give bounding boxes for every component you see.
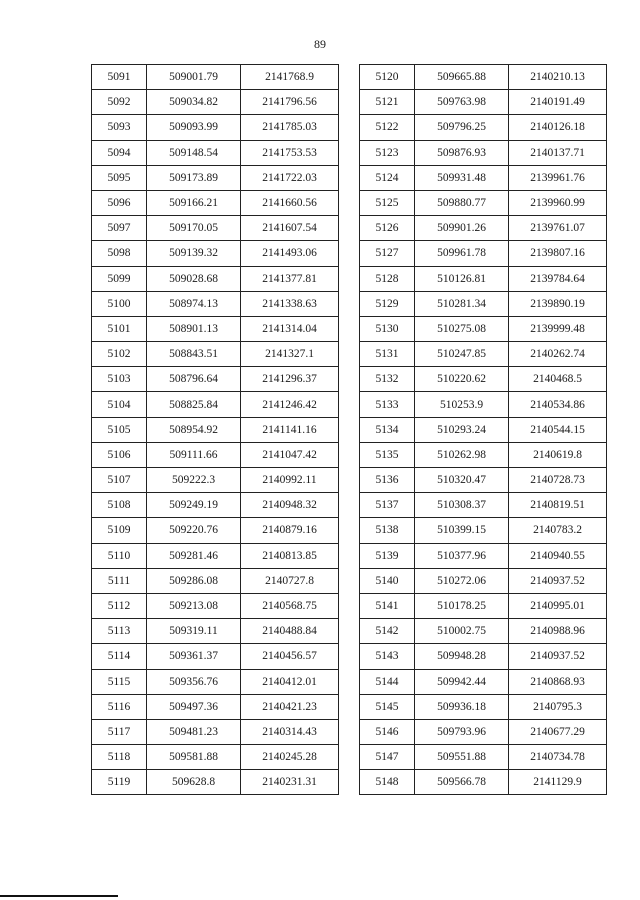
y-coordinate-cell: 2140231.31 [241, 770, 339, 795]
table-row [92, 140, 339, 165]
point-id-cell: 5141 [360, 593, 415, 618]
table-row [360, 694, 607, 719]
y-coordinate-cell: 2140126.18 [509, 115, 607, 140]
x-coordinate-cell: 509961.78 [415, 241, 509, 266]
table-row [360, 90, 607, 115]
x-coordinate-cell: 509796.25 [415, 115, 509, 140]
point-id-cell: 5125 [360, 190, 415, 215]
y-coordinate-cell: 2140940.55 [509, 543, 607, 568]
point-id-cell: 5106 [92, 442, 147, 467]
table-row [360, 241, 607, 266]
table-row [92, 165, 339, 190]
point-id-cell: 5092 [92, 90, 147, 115]
y-coordinate-cell: 2140619.8 [509, 442, 607, 467]
y-coordinate-cell: 2141753.53 [241, 140, 339, 165]
y-coordinate-cell: 2139784.64 [509, 266, 607, 291]
table-row [92, 216, 339, 241]
table-row [360, 190, 607, 215]
point-id-cell: 5124 [360, 165, 415, 190]
y-coordinate-cell: 2141796.56 [241, 90, 339, 115]
y-coordinate-cell: 2140210.13 [509, 65, 607, 90]
y-coordinate-cell: 2140456.57 [241, 644, 339, 669]
table-row [360, 719, 607, 744]
x-coordinate-cell: 509034.82 [147, 90, 241, 115]
x-coordinate-cell: 510293.24 [415, 417, 509, 442]
x-coordinate-cell: 508954.92 [147, 417, 241, 442]
x-coordinate-cell: 509936.18 [415, 694, 509, 719]
point-id-cell: 5099 [92, 266, 147, 291]
point-id-cell: 5098 [92, 241, 147, 266]
y-coordinate-cell: 2139999.48 [509, 316, 607, 341]
point-id-cell: 5119 [92, 770, 147, 795]
table-row [92, 719, 339, 744]
y-coordinate-cell: 2141660.56 [241, 190, 339, 215]
table-row [360, 342, 607, 367]
y-coordinate-cell: 2141768.9 [241, 65, 339, 90]
y-coordinate-cell: 2139890.19 [509, 291, 607, 316]
point-id-cell: 5135 [360, 442, 415, 467]
table-row [360, 140, 607, 165]
table-row [360, 468, 607, 493]
x-coordinate-cell: 509551.88 [415, 745, 509, 770]
x-coordinate-cell: 509880.77 [415, 190, 509, 215]
table-row [360, 518, 607, 543]
x-coordinate-cell: 510320.47 [415, 468, 509, 493]
y-coordinate-cell: 2140488.84 [241, 619, 339, 644]
table-row [92, 316, 339, 341]
table-row [360, 442, 607, 467]
point-id-cell: 5105 [92, 417, 147, 442]
point-id-cell: 5146 [360, 719, 415, 744]
y-coordinate-cell: 2140314.43 [241, 719, 339, 744]
table-row [92, 266, 339, 291]
table-row [92, 543, 339, 568]
x-coordinate-cell: 510002.75 [415, 619, 509, 644]
point-id-cell: 5095 [92, 165, 147, 190]
point-id-cell: 5133 [360, 392, 415, 417]
y-coordinate-cell: 2140879.16 [241, 518, 339, 543]
point-id-cell: 5147 [360, 745, 415, 770]
x-coordinate-cell: 509001.79 [147, 65, 241, 90]
point-id-cell: 5126 [360, 216, 415, 241]
table-row [92, 518, 339, 543]
table-row [92, 568, 339, 593]
point-id-cell: 5138 [360, 518, 415, 543]
point-id-cell: 5123 [360, 140, 415, 165]
y-coordinate-cell: 2141327.1 [241, 342, 339, 367]
point-id-cell: 5114 [92, 644, 147, 669]
table-row [360, 115, 607, 140]
y-coordinate-cell: 2140534.86 [509, 392, 607, 417]
x-coordinate-cell: 509361.37 [147, 644, 241, 669]
point-id-cell: 5130 [360, 316, 415, 341]
y-coordinate-cell: 2141493.06 [241, 241, 339, 266]
x-coordinate-cell: 509028.68 [147, 266, 241, 291]
point-id-cell: 5112 [92, 593, 147, 618]
y-coordinate-cell: 2141314.04 [241, 316, 339, 341]
x-coordinate-cell: 510377.96 [415, 543, 509, 568]
table-row [92, 593, 339, 618]
x-coordinate-cell: 509665.88 [415, 65, 509, 90]
point-id-cell: 5109 [92, 518, 147, 543]
y-coordinate-cell: 2139960.99 [509, 190, 607, 215]
x-coordinate-cell: 509222.3 [147, 468, 241, 493]
x-coordinate-cell: 509497.36 [147, 694, 241, 719]
x-coordinate-cell: 509793.96 [415, 719, 509, 744]
y-coordinate-cell: 2140988.96 [509, 619, 607, 644]
x-coordinate-cell: 510253.9 [415, 392, 509, 417]
table-row [92, 392, 339, 417]
y-coordinate-cell: 2140412.01 [241, 669, 339, 694]
x-coordinate-cell: 509148.54 [147, 140, 241, 165]
table-row [92, 770, 339, 795]
point-id-cell: 5111 [92, 568, 147, 593]
point-id-cell: 5120 [360, 65, 415, 90]
point-id-cell: 5101 [92, 316, 147, 341]
point-id-cell: 5139 [360, 543, 415, 568]
point-id-cell: 5091 [92, 65, 147, 90]
point-id-cell: 5132 [360, 367, 415, 392]
x-coordinate-cell: 510308.37 [415, 493, 509, 518]
x-coordinate-cell: 510247.85 [415, 342, 509, 367]
point-id-cell: 5102 [92, 342, 147, 367]
table-row [92, 745, 339, 770]
y-coordinate-cell: 2140568.75 [241, 593, 339, 618]
table-row [92, 190, 339, 215]
y-coordinate-cell: 2140995.01 [509, 593, 607, 618]
table-row [92, 115, 339, 140]
y-coordinate-cell: 2141047.42 [241, 442, 339, 467]
y-coordinate-cell: 2141338.63 [241, 291, 339, 316]
y-coordinate-cell: 2140421.23 [241, 694, 339, 719]
x-coordinate-cell: 509281.46 [147, 543, 241, 568]
y-coordinate-cell: 2140734.78 [509, 745, 607, 770]
point-id-cell: 5108 [92, 493, 147, 518]
y-coordinate-cell: 2140544.15 [509, 417, 607, 442]
x-coordinate-cell: 509481.23 [147, 719, 241, 744]
point-id-cell: 5117 [92, 719, 147, 744]
x-coordinate-cell: 509901.26 [415, 216, 509, 241]
x-coordinate-cell: 509931.48 [415, 165, 509, 190]
y-coordinate-cell: 2140245.28 [241, 745, 339, 770]
point-id-cell: 5110 [92, 543, 147, 568]
y-coordinate-cell: 2140468.5 [509, 367, 607, 392]
point-id-cell: 5148 [360, 770, 415, 795]
table-row [360, 568, 607, 593]
x-coordinate-cell: 508825.84 [147, 392, 241, 417]
point-id-cell: 5096 [92, 190, 147, 215]
table-row [360, 493, 607, 518]
x-coordinate-cell: 509628.8 [147, 770, 241, 795]
footnote-divider [0, 895, 118, 897]
x-coordinate-cell: 509319.11 [147, 619, 241, 644]
y-coordinate-cell: 2141722.03 [241, 165, 339, 190]
point-id-cell: 5093 [92, 115, 147, 140]
x-coordinate-cell: 510178.25 [415, 593, 509, 618]
x-coordinate-cell: 509249.19 [147, 493, 241, 518]
table-row [92, 342, 339, 367]
table-row [360, 165, 607, 190]
point-id-cell: 5115 [92, 669, 147, 694]
x-coordinate-cell: 510262.98 [415, 442, 509, 467]
y-coordinate-cell: 2141377.81 [241, 266, 339, 291]
table-row [360, 216, 607, 241]
point-id-cell: 5131 [360, 342, 415, 367]
x-coordinate-cell: 509942.44 [415, 669, 509, 694]
x-coordinate-cell: 510281.34 [415, 291, 509, 316]
x-coordinate-cell: 509948.28 [415, 644, 509, 669]
y-coordinate-cell: 2141607.54 [241, 216, 339, 241]
table-row [360, 392, 607, 417]
x-coordinate-cell: 509566.78 [415, 770, 509, 795]
y-coordinate-cell: 2140948.32 [241, 493, 339, 518]
table-row [92, 291, 339, 316]
x-coordinate-cell: 509173.89 [147, 165, 241, 190]
point-id-cell: 5142 [360, 619, 415, 644]
y-coordinate-cell: 2139961.76 [509, 165, 607, 190]
point-id-cell: 5116 [92, 694, 147, 719]
y-coordinate-cell: 2140191.49 [509, 90, 607, 115]
y-coordinate-cell: 2139807.16 [509, 241, 607, 266]
x-coordinate-cell: 509220.76 [147, 518, 241, 543]
y-coordinate-cell: 2140937.52 [509, 644, 607, 669]
point-id-cell: 5143 [360, 644, 415, 669]
table-row [92, 241, 339, 266]
point-id-cell: 5145 [360, 694, 415, 719]
x-coordinate-cell: 510275.08 [415, 316, 509, 341]
table-row [92, 669, 339, 694]
table-row [92, 417, 339, 442]
point-id-cell: 5100 [92, 291, 147, 316]
table-row [360, 745, 607, 770]
table-row [360, 417, 607, 442]
x-coordinate-cell: 510399.15 [415, 518, 509, 543]
x-coordinate-cell: 509139.32 [147, 241, 241, 266]
point-id-cell: 5134 [360, 417, 415, 442]
y-coordinate-cell: 2140137.71 [509, 140, 607, 165]
y-coordinate-cell: 2141141.16 [241, 417, 339, 442]
point-id-cell: 5144 [360, 669, 415, 694]
x-coordinate-cell: 508843.51 [147, 342, 241, 367]
x-coordinate-cell: 509170.05 [147, 216, 241, 241]
table-row [92, 694, 339, 719]
point-id-cell: 5127 [360, 241, 415, 266]
table-row [92, 65, 339, 90]
x-coordinate-cell: 509356.76 [147, 669, 241, 694]
coordinate-table-left [91, 64, 339, 795]
point-id-cell: 5118 [92, 745, 147, 770]
table-row [92, 644, 339, 669]
table-row [360, 266, 607, 291]
y-coordinate-cell: 2139761.07 [509, 216, 607, 241]
table-row [360, 367, 607, 392]
y-coordinate-cell: 2140783.2 [509, 518, 607, 543]
y-coordinate-cell: 2140813.85 [241, 543, 339, 568]
table-row [360, 669, 607, 694]
y-coordinate-cell: 2141129.9 [509, 770, 607, 795]
y-coordinate-cell: 2140992.11 [241, 468, 339, 493]
x-coordinate-cell: 509876.93 [415, 140, 509, 165]
x-coordinate-cell: 508901.13 [147, 316, 241, 341]
table-row [92, 493, 339, 518]
y-coordinate-cell: 2140819.51 [509, 493, 607, 518]
y-coordinate-cell: 2140937.52 [509, 568, 607, 593]
table-row [360, 644, 607, 669]
table-row [360, 291, 607, 316]
x-coordinate-cell: 509286.08 [147, 568, 241, 593]
y-coordinate-cell: 2140727.8 [241, 568, 339, 593]
x-coordinate-cell: 510220.62 [415, 367, 509, 392]
table-row [360, 619, 607, 644]
y-coordinate-cell: 2140677.29 [509, 719, 607, 744]
y-coordinate-cell: 2141785.03 [241, 115, 339, 140]
table-row [92, 367, 339, 392]
point-id-cell: 5140 [360, 568, 415, 593]
table-row [360, 65, 607, 90]
point-id-cell: 5137 [360, 493, 415, 518]
page-number: 89 [314, 37, 326, 51]
point-id-cell: 5103 [92, 367, 147, 392]
table-row [92, 90, 339, 115]
coordinate-table-right [359, 64, 607, 795]
point-id-cell: 5113 [92, 619, 147, 644]
point-id-cell: 5128 [360, 266, 415, 291]
y-coordinate-cell: 2140795.3 [509, 694, 607, 719]
table-row [360, 770, 607, 795]
table-row [92, 442, 339, 467]
point-id-cell: 5129 [360, 291, 415, 316]
x-coordinate-cell: 509093.99 [147, 115, 241, 140]
point-id-cell: 5097 [92, 216, 147, 241]
table-row [360, 593, 607, 618]
x-coordinate-cell: 508796.64 [147, 367, 241, 392]
table-row [92, 468, 339, 493]
point-id-cell: 5122 [360, 115, 415, 140]
x-coordinate-cell: 510272.06 [415, 568, 509, 593]
y-coordinate-cell: 2140868.93 [509, 669, 607, 694]
x-coordinate-cell: 510126.81 [415, 266, 509, 291]
point-id-cell: 5104 [92, 392, 147, 417]
x-coordinate-cell: 509581.88 [147, 745, 241, 770]
x-coordinate-cell: 509213.08 [147, 593, 241, 618]
y-coordinate-cell: 2141296.37 [241, 367, 339, 392]
x-coordinate-cell: 509763.98 [415, 90, 509, 115]
y-coordinate-cell: 2140728.73 [509, 468, 607, 493]
point-id-cell: 5121 [360, 90, 415, 115]
y-coordinate-cell: 2140262.74 [509, 342, 607, 367]
point-id-cell: 5136 [360, 468, 415, 493]
point-id-cell: 5094 [92, 140, 147, 165]
table-row [92, 619, 339, 644]
point-id-cell: 5107 [92, 468, 147, 493]
x-coordinate-cell: 508974.13 [147, 291, 241, 316]
table-row [360, 316, 607, 341]
x-coordinate-cell: 509111.66 [147, 442, 241, 467]
x-coordinate-cell: 509166.21 [147, 190, 241, 215]
y-coordinate-cell: 2141246.42 [241, 392, 339, 417]
table-row [360, 543, 607, 568]
